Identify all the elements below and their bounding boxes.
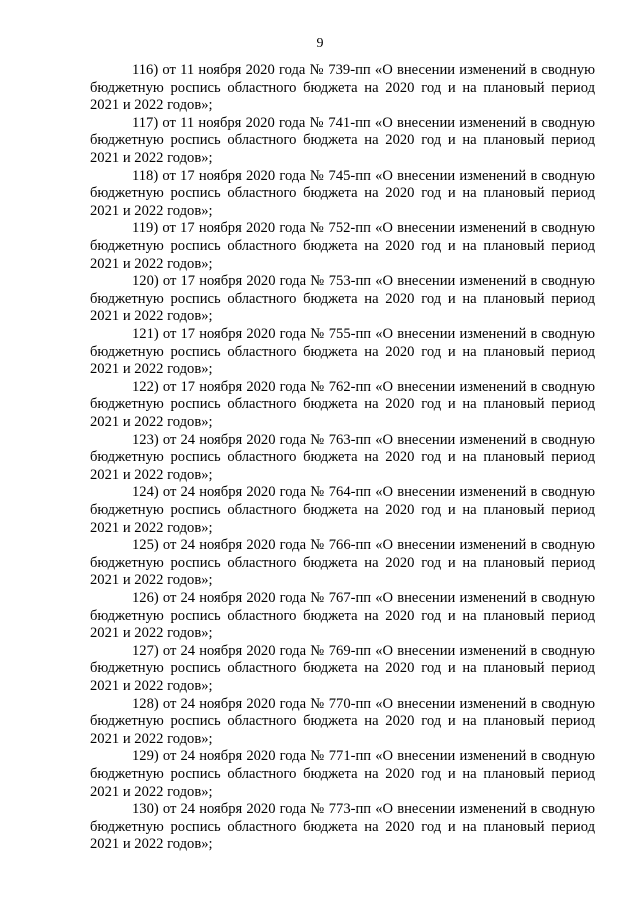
list-item-line: бюджетную роспись областного бюджета на 2020 год и на плановый период (90, 818, 595, 835)
list-item-line: бюджетную роспись областного бюджета на 2020 год и на плановый период (90, 449, 595, 466)
list-item-line: 2021 и 2022 годов»; (90, 255, 213, 272)
list-item (90, 537, 595, 590)
list-item-line: 123) от 24 ноября 2020 года № 763-пп «О внесении изменений в сводную (132, 431, 595, 448)
list-item-line: 118) от 17 ноября 2020 года № 745-пп «О внесении изменений в сводную (132, 167, 595, 184)
list-item-line: 130) от 24 ноября 2020 года № 773-пп «О внесении изменений в сводную (132, 801, 595, 818)
list-item-line: бюджетную роспись областного бюджета на 2020 год и на плановый период (90, 765, 595, 782)
list-item-line: 125) от 24 ноября 2020 года № 766-пп «О внесении изменений в сводную (132, 537, 595, 554)
list-item-line: бюджетную роспись областного бюджета на 2020 год и на плановый период (90, 607, 595, 624)
list-item (90, 220, 595, 273)
list-item (90, 115, 595, 168)
list-item-line: 128) от 24 ноября 2020 года № 770-пп «О внесении изменений в сводную (132, 695, 595, 712)
list-item-line: 2021 и 2022 годов»; (90, 783, 213, 800)
list-item (90, 748, 595, 801)
list-item (90, 643, 595, 696)
list-item (90, 484, 595, 537)
list-item-line: бюджетную роспись областного бюджета на 2020 год и на плановый период (90, 79, 595, 96)
list-item-line: 2021 и 2022 годов»; (90, 308, 213, 325)
list-item-line: 126) от 24 ноября 2020 года № 767-пп «О внесении изменений в сводную (132, 589, 595, 606)
list-item-line: бюджетную роспись областного бюджета на 2020 год и на плановый период (90, 554, 595, 571)
list-item-line: 124) от 24 ноября 2020 года № 764-пп «О внесении изменений в сводную (132, 484, 595, 501)
list-item-line: 120) от 17 ноября 2020 года № 753-пп «О внесении изменений в сводную (132, 273, 595, 290)
list-item-line: 117) от 11 ноября 2020 года № 741-пп «О внесении изменений в сводную (132, 114, 595, 131)
list-item-line: 2021 и 2022 годов»; (90, 519, 213, 536)
list-item-line: 2021 и 2022 годов»; (90, 149, 213, 166)
list-item-line: бюджетную роспись областного бюджета на 2020 год и на плановый период (90, 343, 595, 360)
list-item-line: 2021 и 2022 годов»; (90, 466, 213, 483)
list-item-line: 121) от 17 ноября 2020 года № 755-пп «О внесении изменений в сводную (132, 325, 595, 342)
list-item-line: 2021 и 2022 годов»; (90, 730, 213, 747)
list-item-line: бюджетную роспись областного бюджета на 2020 год и на плановый период (90, 132, 595, 149)
page-number: 9 (316, 36, 324, 51)
resolution-list (90, 62, 595, 854)
list-item-line: бюджетную роспись областного бюджета на 2020 год и на плановый период (90, 237, 595, 254)
list-item-line: 116) от 11 ноября 2020 года № 739-пп «О внесении изменений в сводную (132, 62, 595, 78)
list-item-line: 129) от 24 ноября 2020 года № 771-пп «О внесении изменений в сводную (132, 748, 595, 765)
list-item (90, 62, 595, 115)
list-item-line: 122) от 17 ноября 2020 года № 762-пп «О внесении изменений в сводную (132, 378, 595, 395)
list-item (90, 379, 595, 432)
list-item-line: 2021 и 2022 годов»; (90, 677, 213, 694)
list-item-line: 2021 и 2022 годов»; (90, 97, 213, 114)
list-item-line: 119) от 17 ноября 2020 года № 752-пп «О внесении изменений в сводную (132, 220, 595, 237)
list-item-line: бюджетную роспись областного бюджета на 2020 год и на плановый период (90, 290, 595, 307)
list-item-line: 2021 и 2022 годов»; (90, 413, 213, 430)
list-item-line: 127) от 24 ноября 2020 года № 769-пп «О внесении изменений в сводную (132, 642, 595, 659)
list-item-line: 2021 и 2022 годов»; (90, 572, 213, 589)
list-item-line: бюджетную роспись областного бюджета на 2020 год и на плановый период (90, 660, 595, 677)
list-item-line: бюджетную роспись областного бюджета на 2020 год и на плановый период (90, 713, 595, 730)
list-item-line: бюджетную роспись областного бюджета на 2020 год и на плановый период (90, 185, 595, 202)
list-item-line: 2021 и 2022 годов»; (90, 202, 213, 219)
list-item-line: 2021 и 2022 годов»; (90, 836, 213, 853)
list-item-line: 2021 и 2022 годов»; (90, 625, 213, 642)
list-item (90, 801, 595, 854)
list-item-line: бюджетную роспись областного бюджета на 2020 год и на плановый период (90, 501, 595, 518)
list-item (90, 326, 595, 379)
list-item-line: бюджетную роспись областного бюджета на 2020 год и на плановый период (90, 396, 595, 413)
list-item (90, 168, 595, 221)
list-item-line: 2021 и 2022 годов»; (90, 361, 213, 378)
list-item (90, 696, 595, 749)
list-item (90, 273, 595, 326)
list-item (90, 590, 595, 643)
list-item (90, 432, 595, 485)
